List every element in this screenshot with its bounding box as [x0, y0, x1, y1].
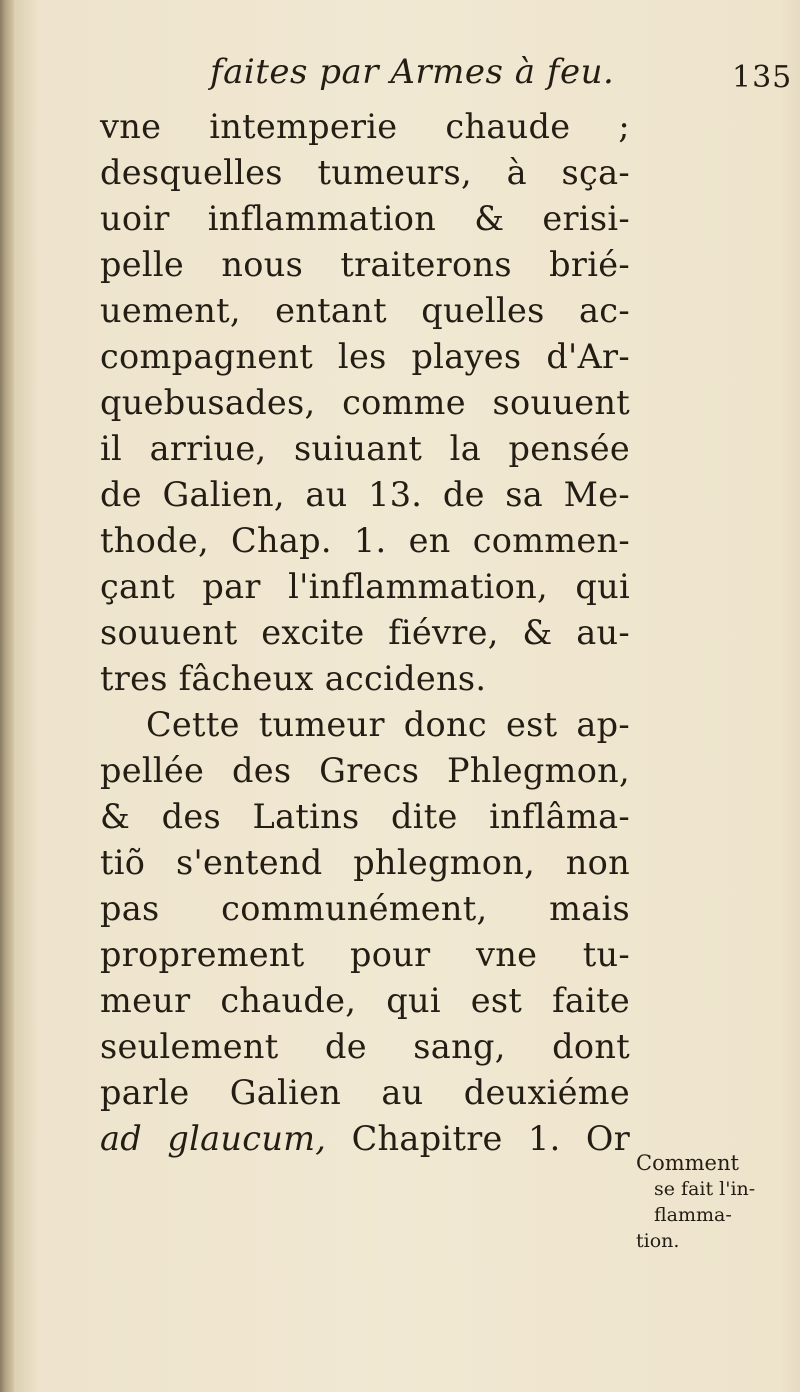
text-line: il arriue, suiuant la pensée — [100, 429, 630, 468]
text-line: seulement de sang, dont — [100, 1027, 630, 1066]
italic-citation: ad glaucum, — [100, 1119, 327, 1158]
margin-note-line: tion. — [636, 1230, 680, 1252]
text-line: & des Latins dite inflâma- — [100, 797, 630, 836]
text-line-rest: Chapitre 1. Or — [351, 1119, 631, 1158]
text-line: tiõ s'entend phlegmon, non — [100, 843, 630, 882]
text-line-last — [100, 1116, 630, 1162]
margin-note-line: se fait l'in- — [654, 1178, 756, 1200]
binding-edge — [0, 0, 14, 1392]
text-line: tres fâcheux accidens. — [100, 659, 487, 698]
text-line: vne intemperie chaude ; — [100, 107, 630, 146]
text-line: desquelles tumeurs, à sça- — [100, 153, 630, 192]
text-line: uement, entant quelles ac- — [100, 291, 630, 330]
running-title: faites par Armes à feu. — [210, 52, 615, 92]
text-line: proprement pour vne tu- — [100, 935, 630, 974]
text-line: Cette tumeur donc est ap- — [146, 705, 630, 744]
text-line: quebusades, comme souuent — [100, 383, 630, 422]
text-line: meur chaude, qui est faite — [100, 981, 630, 1020]
text-line: çant par l'inflammation, qui — [100, 567, 630, 606]
text-line: pellée des Grecs Phlegmon, — [100, 751, 630, 790]
margin-note — [636, 1150, 796, 1254]
page-number: 135 — [732, 60, 793, 95]
text-line: compagnent les playes d'Ar- — [100, 337, 630, 376]
text-line: pelle nous traiterons brié- — [100, 245, 630, 284]
margin-note-line: flamma- — [654, 1204, 732, 1226]
text-line: uoir inflammation & erisi- — [100, 199, 630, 238]
margin-note-line: Comment — [636, 1151, 739, 1175]
text-line: pas communément, mais — [100, 889, 630, 928]
text-line: souuent excite fiévre, & au- — [100, 613, 630, 652]
text-line: de Galien, au 13. de sa Me- — [100, 475, 630, 514]
text-line: thode, Chap. 1. en commen- — [100, 521, 630, 560]
text-line: parle Galien au deuxiéme — [100, 1073, 630, 1112]
body-text — [100, 104, 630, 1162]
